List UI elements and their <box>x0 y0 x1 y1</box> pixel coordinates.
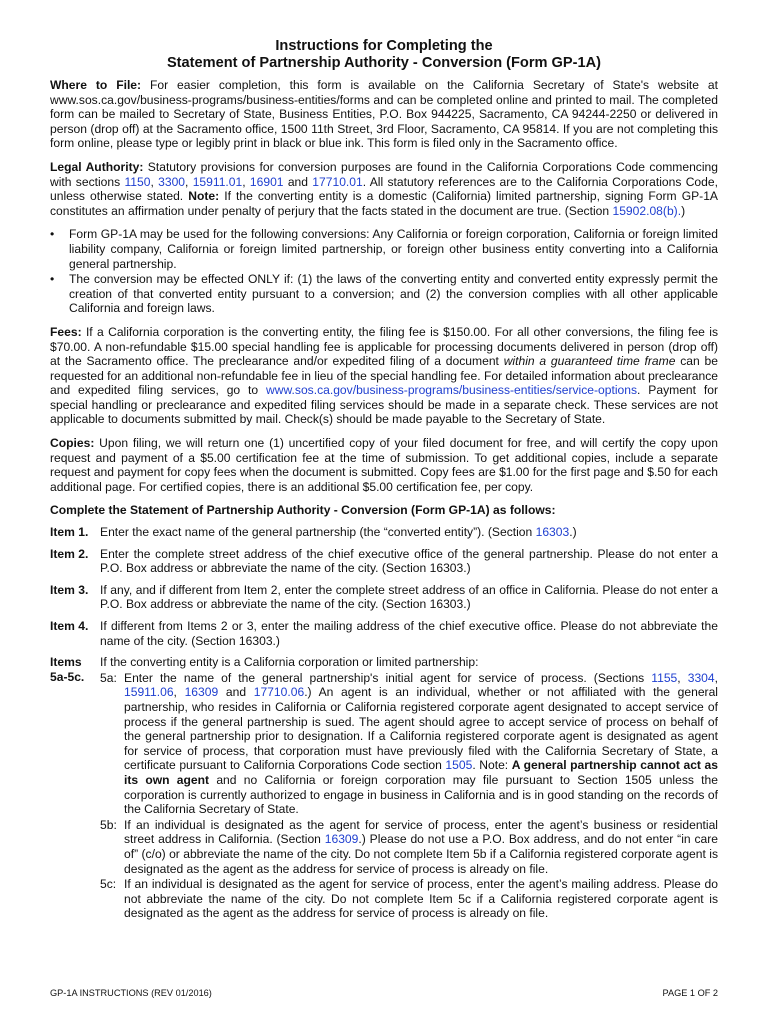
items-5-body <box>100 655 718 921</box>
item-5a-text-c: . Note: <box>472 758 512 773</box>
item-5c-text: If an individual is designated as the agent for service of process, enter the agent’s mailing address. Please do not abbreviate the name of the city. Do not complete Item 5c if a California registered corporate agent is designated as the agent as the address for service of process is already on file. <box>124 877 718 921</box>
legal-text-3: If the converting entity is a domestic (California) limited partnership, signing Form GP-1A constitutes an affirmation under penalty of perjury that the facts stated in the document are true. (Section <box>50 189 718 218</box>
section-link-16309[interactable]: 16309 <box>184 685 219 700</box>
legal-sep-3: , <box>242 174 250 189</box>
item-1-text-b: .) <box>569 525 577 540</box>
where-to-file-section <box>50 78 718 151</box>
item-3 <box>50 583 718 612</box>
section-link-3300[interactable]: 3300 <box>158 174 186 189</box>
copies-label: Copies: <box>50 436 95 451</box>
section-link-16303[interactable]: 16303 <box>535 525 570 540</box>
item-2-text: Enter the complete street address of the chief executive office of the general partnership. Please do not enter a P.O. Box address or abbreviate the name of the city. (Section 16303.) <box>100 546 718 576</box>
instructions-page <box>50 38 718 921</box>
item-3-label: Item 3. <box>50 582 89 597</box>
complete-form-heading: Complete the Statement of Partnership Authority - Conversion (Form GP-1A) as follows: <box>50 503 556 518</box>
item-5b <box>100 818 718 876</box>
legal-note-label: Note: <box>188 189 220 204</box>
item-5a-text-b: .) An agent is an individual, whether or not affiliated with the general partnership, who resides in California or California registered corporate agent designated to accept service of process if the general partnership is sued. The agent should agree to accept service of process on behalf of the general partnership prior to designation. If a California registered corporate agent is designated as agent for service of process, that corporation must have previously filed with the California Secretary of State, a certificate pursuant to California Corporations Code section <box>124 685 718 773</box>
where-to-file-text: For easier completion, this form is available on the California Secretary of State's website at www.sos.ca.gov/business-programs/business-entities/forms and can be completed online and printed to mail. The completed form can be mailed to Secretary of State, Business Entities, P.O. Box 944225, Sacramento, CA 94244-2250 or delivered in person (drop off) at the Sacramento office, 1500 11th Street, 3rd Floor, Sacramento, CA 95814. If you are not completing this form online, please type or legibly print in black or blue ink. This form is filed only in the Sacramento office. <box>50 78 718 151</box>
item-2-label: Item 2. <box>50 546 89 561</box>
item-1-label: Item 1. <box>50 525 89 540</box>
legal-text-2: . All statutory references are to the California Corporations Code, unless otherwise stated. <box>50 174 718 204</box>
where-to-file-label: Where to File: <box>50 78 142 92</box>
legal-sep-2: , <box>185 174 193 189</box>
item-2 <box>50 547 718 576</box>
item-5a-sep-1: , <box>677 670 688 685</box>
fees-text-2: can be requested for an additional non-refundable fee in lieu of the special handling fee. For detailed information about preclearance and expedited filing services, go to <box>50 354 718 398</box>
item-5a-text-a: Enter the name of the general partnership's initial agent for service of process. (Sections <box>124 670 652 685</box>
item-5b-text <box>124 818 718 876</box>
service-options-link[interactable]: www.sos.ca.gov/business-programs/business-entities/service-options <box>266 383 638 398</box>
item-5a-sep-3: , <box>173 685 185 700</box>
section-link-17710-06[interactable]: 17710.06 <box>253 685 305 700</box>
bullet-text-2: The conversion may be effected ONLY if: (1) the laws of the converting entity and converted entity expressly permit the creation of that converted entity pursuant to a conversion; and (2) the conversion complies with all other applicable California and foreign laws. <box>69 272 718 316</box>
bullet-text-1: Form GP-1A may be used for the following conversions: Any California or foreign corporation, California or foreign limited liability company, California or foreign limited partnership, or foreign other business entity converting into a California general partnership. <box>69 227 718 271</box>
legal-authority-section <box>50 160 718 218</box>
section-link-16901[interactable]: 16901 <box>249 174 284 189</box>
conversion-bullet-list <box>50 227 718 316</box>
items-5a-5c <box>50 655 718 921</box>
items-5-label-line-1: Items <box>50 655 82 670</box>
item-1 <box>50 525 718 540</box>
item-5b-text-b: .) Please do not use a P.O. Box address, and do not enter “in care of” (c/o) or abbreviate the name of the city. Do not complete Item 5b if a California registered corporate agent is designated as the agent as the address for service of process is already on file. <box>124 832 718 876</box>
legal-text-1: Statutory provisions for conversion purposes are found in the California Corporations Code commencing with sections <box>50 159 718 189</box>
copies-text: Upon filing, we will return one (1) uncertified copy of your filed document for free, and will certify the copy upon request and payment of a $5.00 certification fee at the time of submission. To get additional copies, include a separate request and payment for copy fees when the document is submitted. Copy fees are $1.00 for the first page and $.50 for each additional page. For certified copies, there is an additional $5.00 certification fee, per copy. <box>50 436 718 494</box>
section-link-1150[interactable]: 1150 <box>124 174 151 189</box>
footer-form-revision: GP-1A INSTRUCTIONS (REV 01/2016) <box>50 988 212 998</box>
legal-sep-1: , <box>150 174 159 189</box>
item-3-text: If any, and if different from Item 2, enter the complete street address of an office in California. Please do not enter a P.O. Box address or abbreviate the name of the city. (Section 16303.) <box>100 582 718 612</box>
item-5a-text <box>124 671 718 817</box>
legal-text-4: ) <box>681 203 686 218</box>
item-5a-sep-2: , <box>714 670 718 685</box>
bullet-item-1 <box>50 227 718 271</box>
fees-label: Fees: <box>50 324 82 339</box>
item-4 <box>50 619 718 648</box>
item-5b-text-a: If an individual is designated as the agent for service of process, enter the agent’s business or residential street address in California. (Section <box>124 817 718 847</box>
legal-sep-4: and <box>283 174 313 189</box>
section-link-15902-08b[interactable]: 15902.08(b). <box>612 203 682 218</box>
bullet-item-2 <box>50 272 718 316</box>
item-5b-label: 5b: <box>100 817 117 832</box>
copies-section <box>50 436 718 494</box>
item-5a-bold-note: A general partnership cannot act as its own agent <box>124 758 718 787</box>
items-5-intro: If the converting entity is a California corporation or limited partnership: <box>100 655 479 670</box>
section-link-15911-01[interactable]: 15911.01 <box>192 174 243 189</box>
section-link-1505[interactable]: 1505 <box>445 758 473 773</box>
item-5a-label: 5a: <box>100 670 117 685</box>
page-title <box>50 38 718 72</box>
title-line-1: Instructions for Completing the <box>275 38 493 54</box>
item-5a <box>100 671 718 817</box>
title-line-2: Statement of Partnership Authority - Conversion (Form GP-1A) <box>166 55 602 71</box>
section-link-15911-06[interactable]: 15911.06 <box>124 685 174 700</box>
footer-page-number: PAGE 1 OF 2 <box>662 988 718 998</box>
section-link-3304[interactable]: 3304 <box>687 670 715 685</box>
bullet-icon: • <box>50 272 55 287</box>
fees-italic-text: within a guaranteed time frame <box>503 354 676 369</box>
items-5-label-line-2: 5a-5c. <box>50 669 85 684</box>
item-4-label: Item 4. <box>50 619 89 633</box>
item-5a-text-d: and no California or foreign corporation may file pursuant to Section 1505 unless the corporation is currently authorized to engage in business in California and is in good standing on the records of the California Secretary of State. <box>124 772 718 817</box>
page-footer <box>50 986 718 1001</box>
section-link-17710-01[interactable]: 17710.01 <box>312 174 363 189</box>
legal-authority-label: Legal Authority: <box>50 159 144 174</box>
items-5-label <box>50 655 100 921</box>
fees-text-1: If a California corporation is the converting entity, the filing fee is $150.00. For all other conversions, the filing fee is $70.00. A non-refundable $15.00 special handling fee is applicable for processing documents delivered in person (drop off) at the Sacramento office. The preclearance and/or expedited filing of a document <box>50 324 718 369</box>
item-5c-label: 5c: <box>100 877 117 892</box>
item-5a-sep-4: and <box>218 685 254 700</box>
item-1-text-a: Enter the exact name of the general partnership (the “converted entity”). (Section <box>100 525 536 540</box>
section-link-1155[interactable]: 1155 <box>651 670 678 685</box>
fees-section <box>50 325 718 427</box>
item-1-text <box>100 525 718 540</box>
bullet-icon: • <box>50 227 55 242</box>
item-4-text: If different from Items 2 or 3, enter the mailing address of the chief executive office. Please do not abbreviate the name of the city. (Section 16303.) <box>100 619 718 648</box>
fees-text-3: . Payment for special handling or preclearance and expedited filing services should be made in a separate check. These services are not applicable to documents submitted by mail. Check(s) should be made payable to the Secretary of State. <box>50 383 718 427</box>
item-5c <box>100 877 718 921</box>
section-link-16309-5b[interactable]: 16309 <box>324 832 359 847</box>
